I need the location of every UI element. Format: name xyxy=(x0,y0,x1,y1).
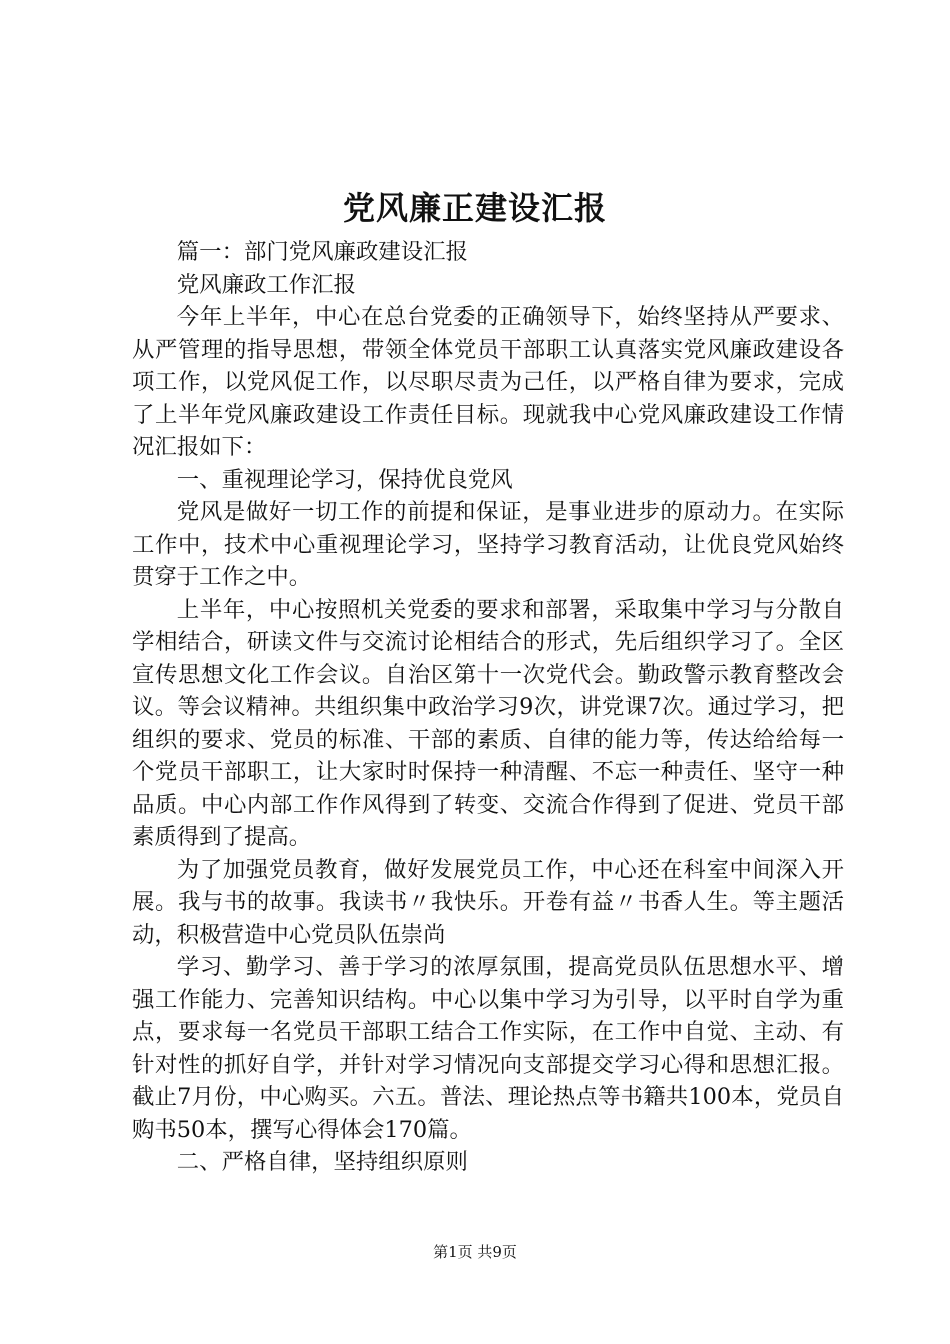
section-heading: 篇一：部门党风廉政建设汇报 xyxy=(176,239,468,265)
document-title: 党风廉正建设汇报 xyxy=(342,189,607,227)
document-body xyxy=(132,236,844,1179)
subheading-two: 二、严格自律，坚持组织原则 xyxy=(176,1149,468,1175)
body-paragraph: 为了加强党员教育，做好发展党员工作，中心还在科室中间深入开展。我与书的故事。我读书〃我快乐。开卷有益〃书香人生。等主题活动，积极营造中心党员队伍崇尚 xyxy=(132,856,844,948)
subheading-one: 一、重视理论学习，保持优良党风 xyxy=(176,466,513,493)
report-subtitle: 党风廉政工作汇报 xyxy=(176,271,356,298)
page-footer: 第1页 共9页 xyxy=(433,1243,517,1261)
body-paragraph: 学习、勤学习、善于学习的浓厚氛围，提高党员队伍思想水平、增强工作能力、完善知识结构。中心以集中学习为引导，以平时自学为重点，要求每一名党员干部职工结合工作实际，在工作中自觉、主动、有针对性的抓好自学，并针对学习情况向支部提交学习心得和思想汇报。截止7月份，中心购买。六五。普法、理论热点等书籍共100本，党员自购书50本，撰写心得体会170篇。 xyxy=(132,954,844,1143)
body-paragraph: 今年上半年，中心在总台党委的正确领导下，始终坚持从严要求、从严管理的指导思想，带领全体党员干部职工认真落实党风廉政建设各项工作，以党风促工作，以尽职尽责为己任，以严格自律为要求，完成了上半年党风廉政建设工作责任目标。现就我中心党风廉政建设工作情况汇报如下： xyxy=(132,304,844,460)
body-paragraph: 上半年，中心按照机关党委的要求和部署，采取集中学习与分散自学相结合，研读文件与交流讨论相结合的形式，先后组织学习了。全区宣传思想文化工作会议。自治区第十一次党代会。勤政警示教育整改会议。等会议精神。共组织集中政治学习9次，讲党课7次。通过学习，把组织的要求、党员的标准、干部的素质、自律的能力等，传达给给每一个党员干部职工，让大家时时保持一种清醒、不忘一种责任、坚守一种品质。中心内部工作作风得到了转变、交流合作得到了促进、党员干部素质得到了提高。 xyxy=(132,596,844,850)
body-paragraph: 党风是做好一切工作的前提和保证，是事业进步的原动力。在实际工作中，技术中心重视理论学习，坚持学习教育活动，让优良党风始终贯穿于工作之中。 xyxy=(132,499,844,590)
